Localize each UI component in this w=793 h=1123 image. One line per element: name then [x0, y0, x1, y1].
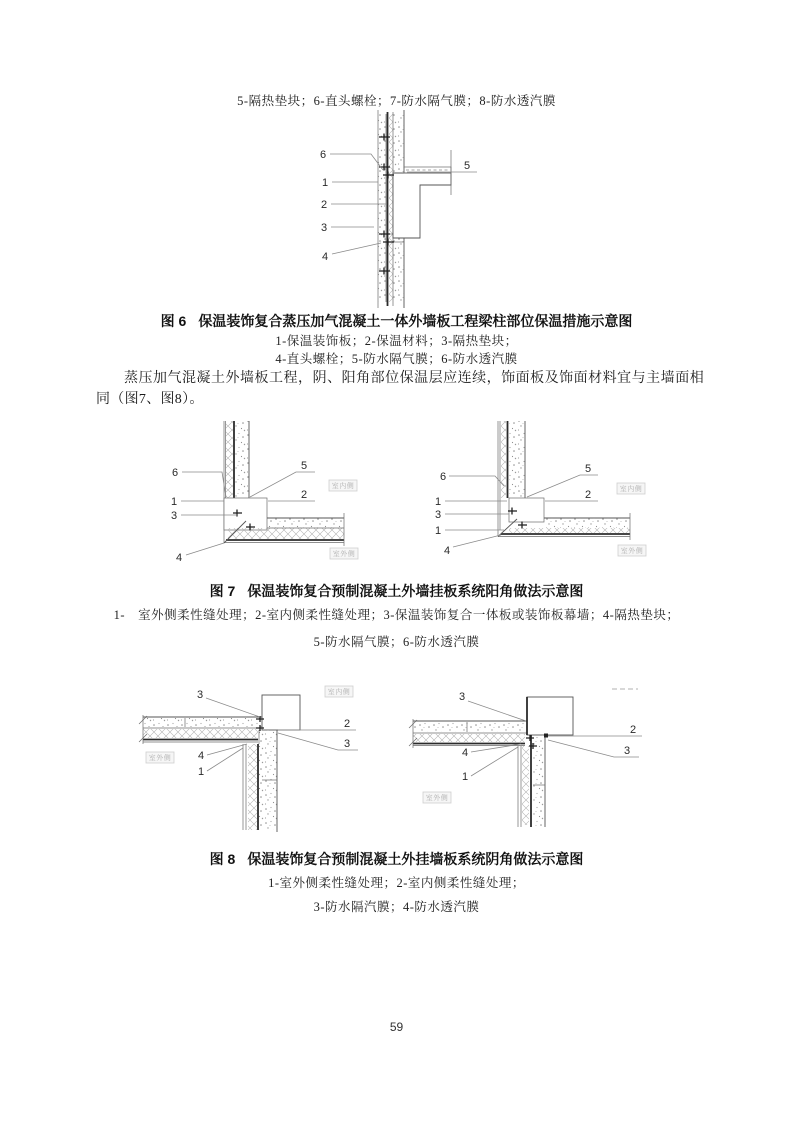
callout-3b: 3	[623, 745, 631, 757]
room-outside-label: 室外侧	[620, 548, 644, 555]
callout-5: 5	[584, 463, 592, 475]
callout-1: 1	[197, 766, 205, 778]
callout-6: 6	[319, 149, 327, 161]
figure8-right-diagram	[390, 680, 670, 838]
callout-3: 3	[196, 689, 204, 701]
fig8R-lower-wall	[518, 735, 545, 827]
top-legend-line: 5-隔热垫块；6-直头螺栓；7-防水隔气膜；8-防水透汽膜	[237, 94, 556, 108]
callout-4: 4	[321, 251, 329, 263]
figure6-caption-label: 图 6	[160, 313, 187, 329]
fig8L-lower-wall	[243, 730, 277, 832]
callout-3: 3	[434, 509, 442, 521]
callout-6: 6	[171, 467, 179, 479]
fig8R-slab	[409, 719, 527, 748]
callout-3: 3	[320, 222, 328, 234]
callout-1: 1	[434, 496, 442, 508]
callout-2: 2	[320, 199, 328, 211]
callout-1: 1	[321, 177, 329, 189]
figure6-legend-line1: 1-保温装饰板；2-保温材料；3-隔热垫块；	[275, 334, 518, 348]
callout-2: 2	[584, 489, 592, 501]
callout-1: 1	[461, 771, 469, 783]
body-paragraph: 蒸压加气混凝土外墙板工程，阴、阳角部位保温层应连续，饰面板及饰面材料宜与主墙面相同（图7、图8）。	[96, 371, 704, 407]
callout-1b: 1	[434, 525, 442, 537]
room-outside-label: 室外侧	[332, 551, 356, 558]
room-inside-label: 室内侧	[327, 689, 351, 696]
figure8-legend-line1: 1-室外侧柔性缝处理；2-室内侧柔性缝处理；	[268, 876, 525, 890]
figure7-caption	[0, 581, 793, 601]
figure6-legend-line2: 4-直头螺栓；5-防水隔气膜；6-防水透汽膜	[275, 352, 518, 366]
figure7-caption-title: 保温装饰复合预制混凝土外墙挂板系统阳角做法示意图	[247, 583, 584, 599]
fig8L-slab	[139, 715, 262, 744]
room-inside-label: 室内侧	[619, 486, 643, 493]
callout-3b: 3	[343, 738, 351, 750]
callout-4: 4	[461, 747, 469, 759]
figure6-caption	[0, 311, 793, 331]
figure8-caption-label: 图 8	[209, 851, 236, 867]
room-outside-label: 室外侧	[425, 795, 449, 802]
callout-1: 1	[170, 496, 178, 508]
callout-6: 6	[439, 471, 447, 483]
callout-2: 2	[629, 724, 637, 736]
callout-4: 4	[197, 750, 205, 762]
figure6-diagram	[285, 110, 535, 310]
callout-5: 5	[300, 460, 308, 472]
room-outside-label: 室外侧	[148, 755, 172, 762]
fig8L-column	[262, 695, 300, 730]
figure8-caption	[0, 849, 793, 869]
callout-3: 3	[170, 510, 178, 522]
fig8R-column	[527, 697, 573, 735]
figure7-caption-label: 图 7	[209, 583, 236, 599]
figure8-caption-title: 保温装饰复合预制混凝土外挂墙板系统阴角做法示意图	[247, 851, 584, 867]
figure8-left-diagram	[110, 680, 390, 838]
figure7-left-diagram	[148, 418, 405, 575]
callout-2: 2	[343, 718, 351, 730]
figure6-caption-title: 保温装饰复合蒸压加气混凝土一体外墙板工程梁柱部位保温措施示意图	[198, 313, 633, 329]
page-number: 59	[389, 1020, 404, 1034]
callout-4: 4	[443, 545, 451, 557]
callout-3: 3	[458, 691, 466, 703]
room-inside-label: 室内侧	[331, 483, 355, 490]
callout-4: 4	[175, 552, 183, 564]
fig7R-corner-block	[509, 498, 544, 522]
callout-2: 2	[300, 489, 308, 501]
fig7L-corner-block	[224, 498, 267, 530]
callout-5: 5	[463, 160, 471, 172]
figure7-legend-line1: 1- 室外侧柔性缝处理；2-室内侧柔性缝处理；3-保温装饰复合一体板或装饰板幕墙；4-隔热垫块；	[113, 608, 680, 622]
figure8-legend-line2: 3-防水隔汽膜；4-防水透汽膜	[313, 900, 480, 914]
figure7-right-diagram	[405, 418, 670, 575]
figure7-legend-line2: 5-防水隔气膜；6-防水透汽膜	[313, 635, 480, 649]
